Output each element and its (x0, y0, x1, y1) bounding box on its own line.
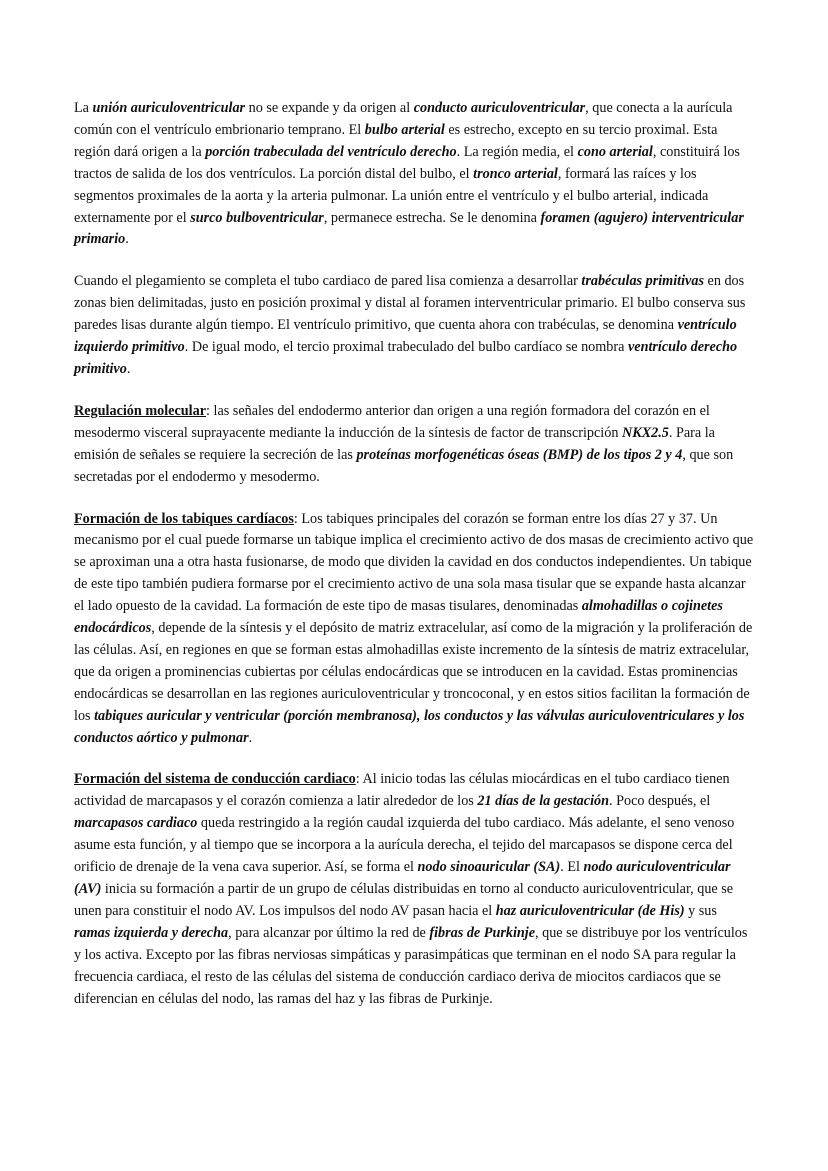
text-run: , que conecta a la aurícula común con el ventrículo embrionario temprano. El (74, 100, 733, 138)
text-run: : Al inicio todas las células miocárdicas en el tubo cardiaco tienen actividad de marcapasos y el corazón comienza a latir alrededor de los (74, 771, 730, 810)
text-run: en dos zonas bien delimitadas, justo en posición proximal y distal al foramen interventricular primario. El bulbo conserva sus paredes lisas durante algún tiempo. El ventrículo primitivo, que cuenta ahora con trabéculas, se denomina (74, 273, 746, 334)
text-run: , para alcanzar por último la red de (228, 924, 430, 941)
bold-italic-term: porción trabeculada del ventrículo derecho (205, 143, 457, 160)
paragraph-tabiques-cardiacos (74, 509, 754, 750)
bold-italic-term: trabéculas primitivas (581, 273, 704, 290)
text-run: , permanece estrecha. Se le denomina (323, 209, 541, 226)
paragraph-plegamiento (74, 271, 754, 381)
bold-italic-term: bulbo arterial (364, 121, 445, 138)
text-run: . (126, 360, 131, 377)
text-run: queda restringido a la región caudal izquierda del tubo cardiaco. Más adelante, el seno venoso asume esta función, y al tiempo que se incorpora a la aurícula derecha, el tejido del marcapasos se dispone cerca del orificio de drenaje de la vena cava superior. Así, se forma el (74, 815, 735, 876)
text-run: no se expande y da origen al (245, 100, 414, 116)
text-run: La (74, 100, 93, 116)
text-run: . Para la emisión de señales se requiere la secreción de las (74, 424, 715, 463)
text-run: . La región media, el (456, 143, 578, 160)
text-run: , depende de la síntesis y el depósito de matriz extracelular, así como de la migración y la proliferación de las células. Así, en regiones en que se forman estas almohadillas existe incremento de la síntesis de matriz extracelular, que da origen a prominencias cubiertas por células endocárdicas que se introducen en la cavidad. Estas prominencias endocárdicas se desarrollan en las regiones auriculoventricular y troncoconal, y en estos sitios facilitan la formación de los (74, 620, 753, 724)
bold-italic-term: conducto auriculoventricular (413, 100, 586, 116)
text-run: . (248, 729, 253, 746)
bold-italic-term: nodo auriculoventricular (AV) (74, 859, 731, 897)
paragraph-regulacion-molecular (74, 401, 754, 489)
document-page (74, 98, 754, 1030)
section-heading: Formación del sistema de conducción cardiaco (74, 771, 356, 788)
text-run: . (125, 231, 129, 248)
section-heading: Formación de los tabiques cardíacos (74, 510, 294, 527)
bold-italic-term: foramen (agujero) interventricular primario (74, 209, 744, 248)
text-run: , que son secretadas por el endodermo y mesodermo. (74, 446, 734, 485)
bold-italic-term: ventrículo izquierdo primitivo (74, 317, 737, 356)
bold-italic-term: cono arterial (577, 143, 653, 160)
bold-italic-term: NKX2.5 (621, 424, 669, 441)
text-run: Cuando el plegamiento se completa el tubo cardiaco de pared lisa comienza a desarrollar (74, 273, 582, 290)
bold-italic-term: nodo sinoauricular (SA) (417, 859, 561, 876)
section-heading: Regulación molecular (74, 402, 207, 419)
text-run: , formará las raíces y los segmentos proximales de la aorta y la arteria pulmonar. La unión entre el ventrículo y el bulbo arterial, indicada externamente por el (74, 165, 709, 226)
bold-italic-term: tronco arterial (473, 165, 558, 182)
text-run: . Poco después, el (609, 793, 711, 810)
bold-italic-term: marcapasos cardiaco (74, 815, 198, 832)
bold-italic-term: tabiques auricular y ventricular (porción membranosa), los conductos y las válvulas auriculoventriculares y los conductos aórtico y pulmonar (74, 707, 745, 746)
bold-italic-term: haz auriculoventricular (de His) (495, 902, 685, 919)
bold-italic-term: ramas izquierda y derecha (74, 924, 229, 941)
paragraph-union-auriculoventricular (74, 98, 754, 251)
text-run: , que se distribuye por los ventrículos y los activa. Excepto por las fibras nerviosas simpáticas y parasimpáticas que terminan en el nodo SA para regular la frecuencia cardiaca, el resto de las células del sistema de conducción cardiaco deriva de miocitos cardiacos que se diferencian en células del nodo, las ramas del haz y las fibras de Purkinje. (74, 924, 748, 1007)
text-run: , constituirá los tractos de salida de los dos ventrículos. La porción distal del bulbo, el (74, 143, 740, 182)
bold-italic-term: fibras de Purkinje (429, 924, 536, 941)
bold-italic-term: almohadillas o cojinetes endocárdicos (74, 598, 723, 637)
text-run: es estrecho, excepto en su tercio proximal. Esta región dará origen a la (74, 121, 718, 160)
text-run: . De igual modo, el tercio proximal trabeculado del bulbo cardíaco se nombra (184, 339, 628, 356)
bold-italic-term: 21 días de la gestación (477, 793, 609, 810)
bold-italic-term: surco bulboventricular (190, 209, 324, 226)
paragraph-sistema-conduccion (74, 769, 754, 1010)
text-run: . El (560, 859, 584, 876)
bold-italic-term: proteínas morfogenéticas óseas (BMP) de los tipos 2 y 4 (356, 446, 683, 463)
bold-italic-term: ventrículo derecho primitivo (74, 339, 738, 377)
text-run: y sus (684, 902, 717, 919)
text-run: inicia su formación a partir de un grupo de células distribuidas en torno al conducto auriculoventricular, que se unen para constituir el nodo AV. Los impulsos del nodo AV pasan hacia el (74, 881, 734, 919)
text-run: : Los tabiques principales del corazón se forman entre los días 27 y 37. Un mecanismo por el cual puede formarse un tabique implica el crecimiento activo de dos masas de crecimiento activo que se aproximan una a otra hasta fusionarse, de modo que dividen la cavidad en dos conductos independientes. Un tabique de este tipo también pudiera formarse por el crecimiento activo de una sola masa tisular que se expande hasta alcanzar el lado opuesto de la cavidad. La formación de este tipo de masas tisulares, denominadas (74, 510, 754, 615)
text-run: : las señales del endodermo anterior dan origen a una región formadora del corazón en el mesodermo visceral suprayacente mediante la inducción de la síntesis de factor de transcripción (74, 402, 710, 441)
bold-italic-term: unión auriculoventricular (92, 100, 246, 116)
